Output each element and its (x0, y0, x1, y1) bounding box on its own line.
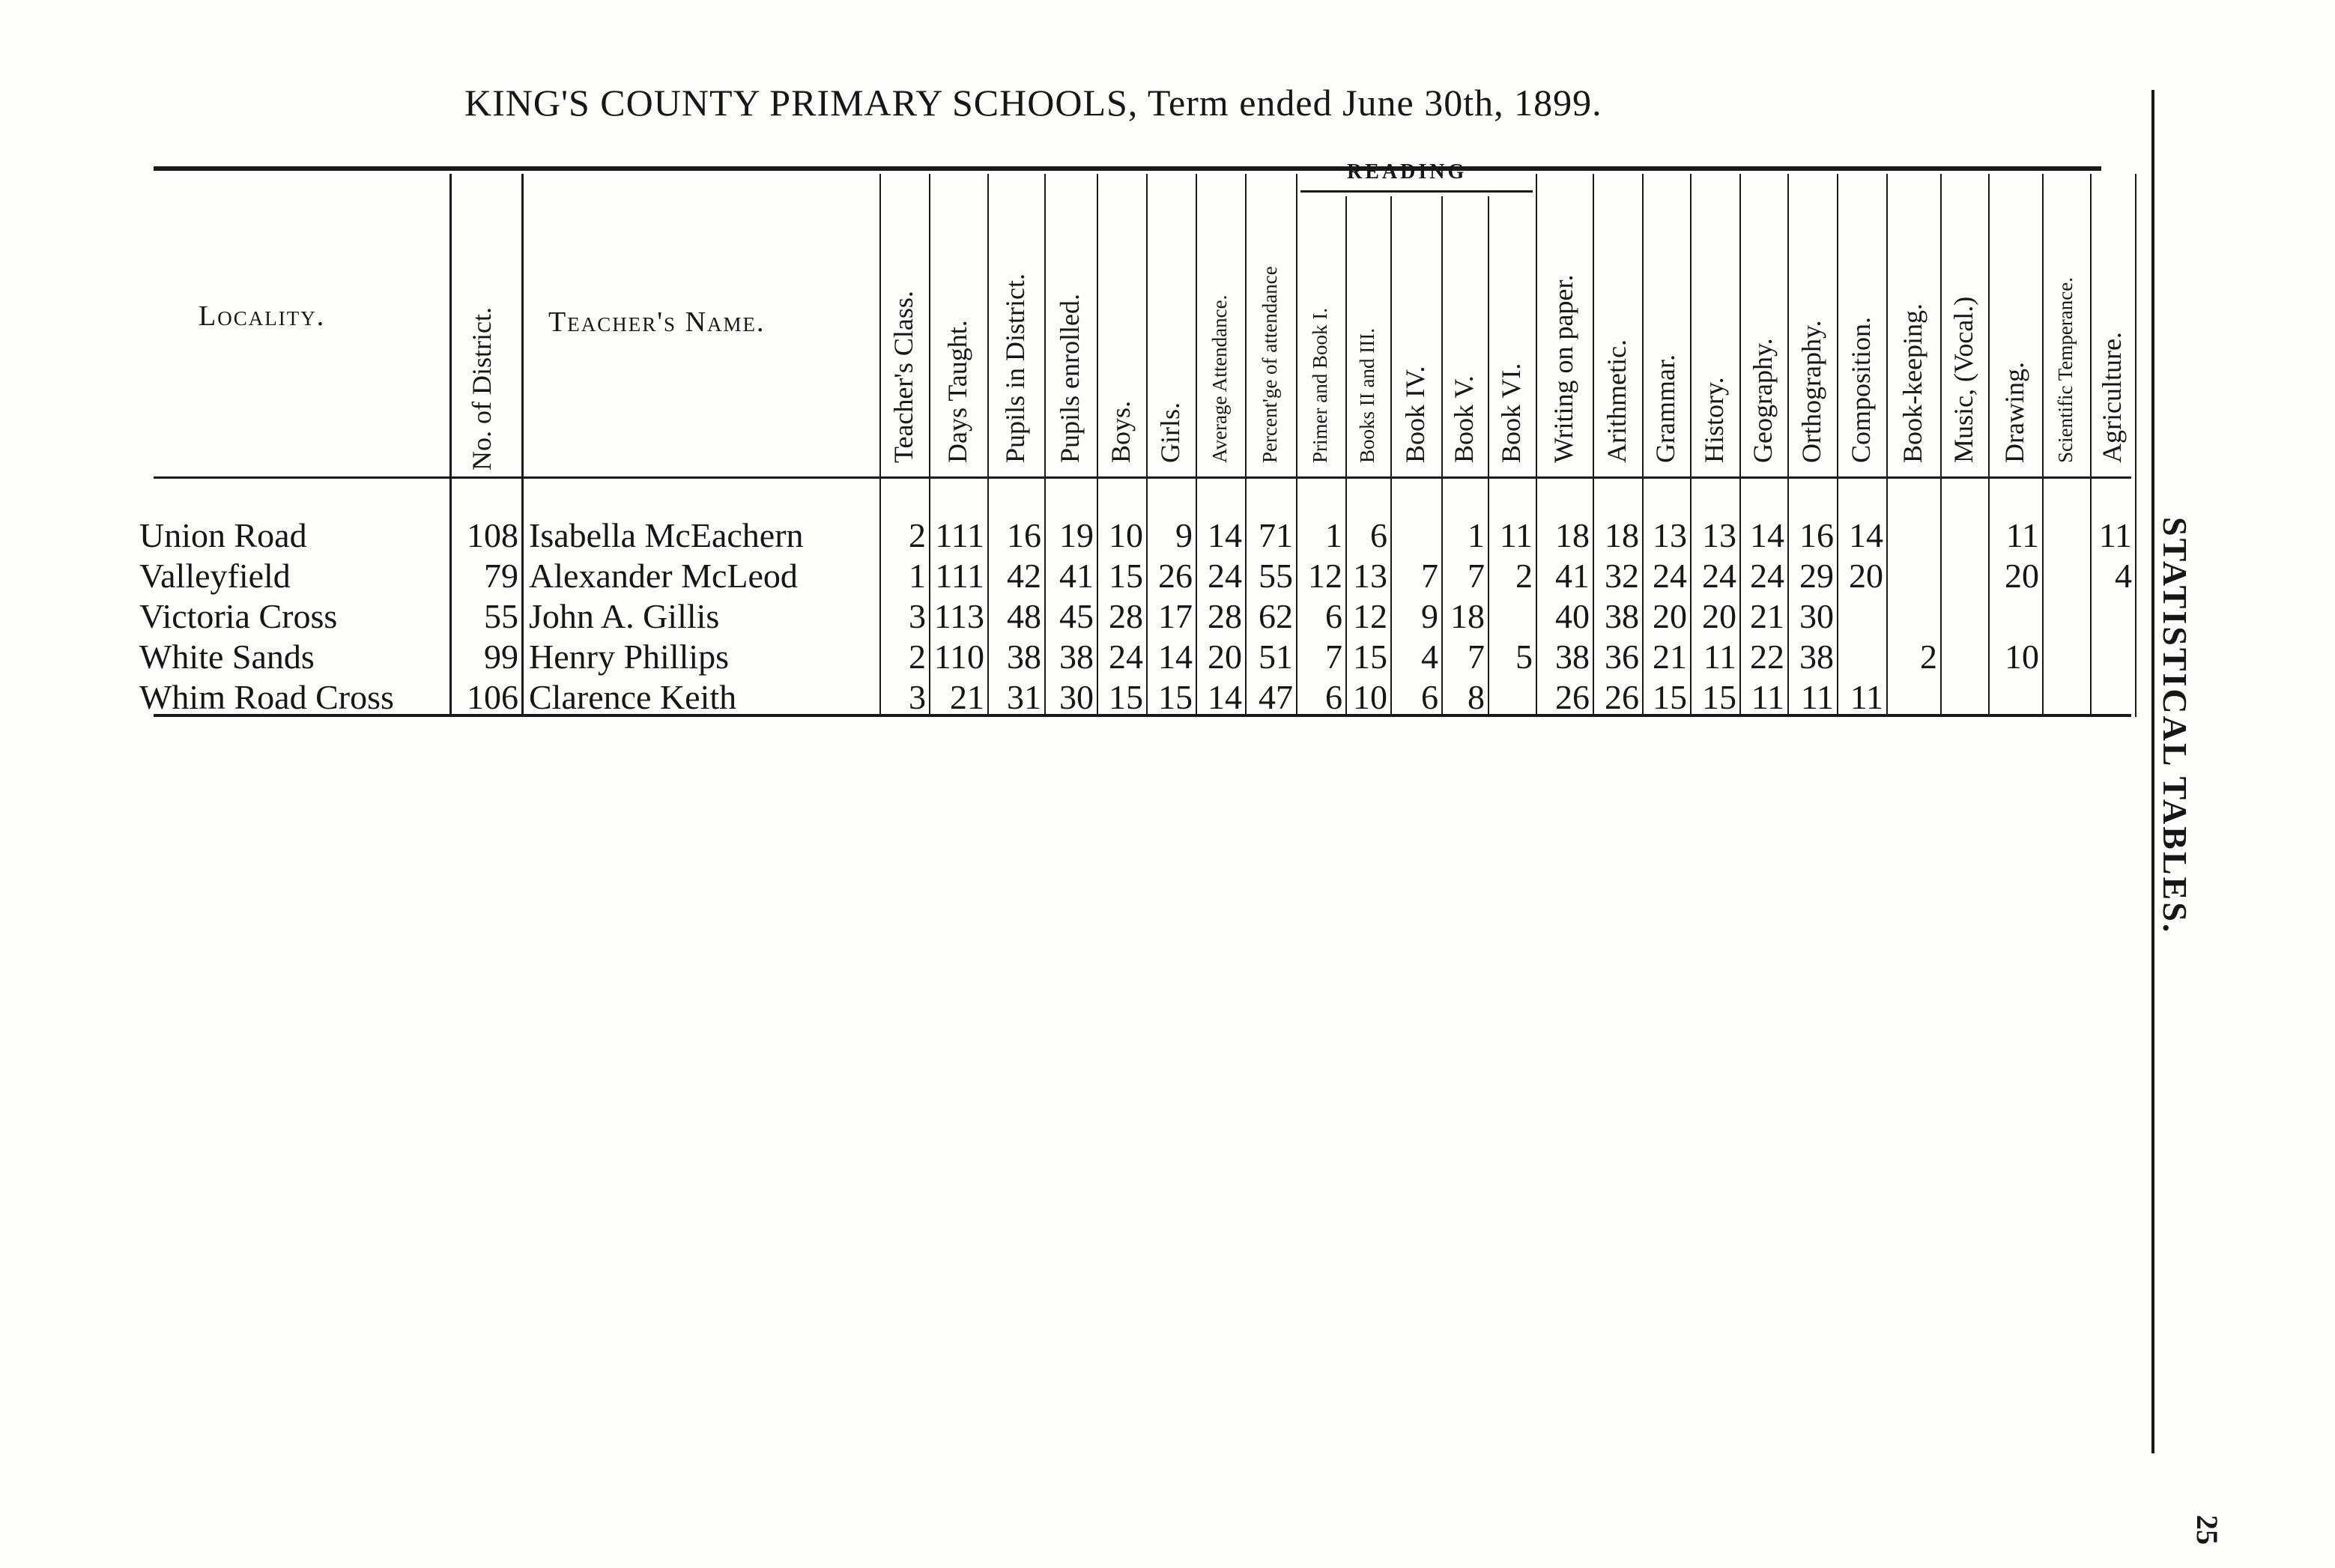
header-boys: Boys. (1106, 400, 1136, 463)
header-girls: Girls. (1155, 402, 1185, 463)
value-cell: 113 (933, 597, 984, 635)
value-cell: 32 (1605, 557, 1639, 595)
header-composition: Composition. (1846, 316, 1876, 463)
value-cell: 16 (1799, 516, 1834, 554)
header-primer-book1: Primer and Book I. (1309, 308, 1331, 463)
value-cell: 13 (1653, 516, 1687, 554)
value-cell: 4 (2115, 557, 2132, 595)
header-music: Music, (Vocal.) (1948, 296, 1978, 463)
value-cell: 26 (1555, 678, 1590, 716)
value-cell: 38 (1799, 638, 1834, 676)
header-geography: Geography. (1748, 338, 1778, 463)
column-rule (1940, 174, 1942, 717)
value-cell: 7 (1421, 557, 1438, 595)
value-cell: 14 (1208, 516, 1242, 554)
header-bookkeeping: Book-keeping. (1898, 303, 1927, 463)
header-pupils-district: Pupils in District. (1000, 273, 1030, 463)
column-rule (1886, 174, 1888, 717)
value-cell: 28 (1208, 597, 1242, 635)
value-cell: 11 (2098, 516, 2132, 554)
value-cell: 24 (1750, 557, 1784, 595)
value-cell: 30 (1059, 678, 1094, 716)
value-cell: 8 (1468, 678, 1485, 716)
column-rule (1837, 174, 1838, 717)
header-book6: Book VI. (1496, 363, 1526, 463)
value-cell: 38 (1059, 638, 1094, 676)
value-cell: 62 (1259, 597, 1293, 635)
value-cell: 18 (1555, 516, 1590, 554)
value-cell: 14 (1849, 516, 1883, 554)
value-cell: 47 (1259, 678, 1293, 716)
value-cell: 20 (1849, 557, 1883, 595)
value-cell: 13 (1353, 557, 1387, 595)
district-cell: 108 (467, 516, 518, 554)
value-cell: 14 (1158, 638, 1193, 676)
value-cell: 6 (1421, 678, 1438, 716)
value-cell: 21 (1750, 597, 1784, 635)
value-cell: 20 (1653, 597, 1687, 635)
value-cell: 1 (1325, 516, 1342, 554)
value-cell: 111 (935, 557, 984, 595)
value-cell: 2 (1920, 638, 1937, 676)
value-cell: 20 (1208, 638, 1242, 676)
district-cell: 79 (484, 557, 518, 595)
value-cell: 15 (1109, 557, 1143, 595)
page-right-border (2151, 90, 2154, 1453)
header-history: History. (1699, 377, 1729, 463)
column-rule (2135, 174, 2136, 717)
district-cell: 99 (484, 638, 518, 676)
header-orthography: Orthography. (1796, 320, 1826, 463)
locality-cell: Victoria Cross (139, 597, 338, 635)
value-cell: 71 (1259, 516, 1293, 554)
value-cell: 26 (1605, 678, 1639, 716)
value-cell: 20 (1702, 597, 1736, 635)
value-cell: 11 (1703, 638, 1736, 676)
page-number: 25 (2190, 1515, 2224, 1545)
locality-cell: Valleyfield (139, 557, 291, 595)
value-cell: 9 (1175, 516, 1193, 554)
header-book5: Book V. (1449, 375, 1479, 463)
value-cell: 11 (1499, 516, 1533, 554)
value-cell: 9 (1421, 597, 1438, 635)
value-cell: 5 (1515, 638, 1533, 676)
value-cell: 10 (1353, 678, 1387, 716)
header-temperance: Scientific Temperance. (2054, 277, 2077, 463)
value-cell: 30 (1799, 597, 1834, 635)
value-cell: 1 (909, 557, 926, 595)
value-cell: 24 (1208, 557, 1242, 595)
value-cell: 21 (1653, 638, 1687, 676)
teacher-name-cell: Alexander McLeod (529, 557, 798, 595)
value-cell: 42 (1007, 557, 1041, 595)
value-cell: 40 (1555, 597, 1590, 635)
value-cell: 14 (1750, 516, 1784, 554)
teacher-name-cell: Isabella McEachern (529, 516, 804, 554)
reading-group-header: READING (1347, 160, 1468, 184)
value-cell: 26 (1158, 557, 1193, 595)
value-cell: 11 (1800, 678, 1834, 716)
value-cell: 11 (1850, 678, 1883, 716)
district-cell: 55 (484, 597, 518, 635)
value-cell: 3 (909, 597, 926, 635)
value-cell: 11 (2005, 516, 2039, 554)
value-cell: 17 (1158, 597, 1193, 635)
teacher-name-cell: John A. Gillis (529, 597, 720, 635)
value-cell: 15 (1158, 678, 1193, 716)
value-cell: 12 (1353, 597, 1387, 635)
value-cell: 38 (1555, 638, 1590, 676)
value-cell: 7 (1325, 638, 1342, 676)
district-right-rule (521, 174, 524, 717)
header-avg-attendance: Average Attendance. (1208, 294, 1231, 463)
header-drawing: Drawing. (1999, 362, 2029, 463)
header-agriculture: Agriculture. (2097, 332, 2127, 463)
locality-cell: Union Road (139, 516, 307, 554)
value-cell: 45 (1059, 597, 1094, 635)
header-books-2-3: Books II and III. (1356, 328, 1378, 463)
header-writing: Writing on paper. (1548, 274, 1578, 463)
locality-cell: White Sands (139, 638, 315, 676)
value-cell: 14 (1208, 678, 1242, 716)
value-cell: 24 (1653, 557, 1687, 595)
value-cell: 48 (1007, 597, 1041, 635)
column-rule (1988, 174, 1990, 717)
value-cell: 6 (1325, 597, 1342, 635)
reading-group-rule (1300, 190, 1533, 193)
value-cell: 13 (1702, 516, 1736, 554)
value-cell: 2 (909, 638, 926, 676)
value-cell: 3 (909, 678, 926, 716)
value-cell: 18 (1605, 516, 1639, 554)
value-cell: 15 (1702, 678, 1736, 716)
header-teacher-name: Teacher's Name. (548, 306, 766, 338)
value-cell: 6 (1370, 516, 1387, 554)
page-title: KING'S COUNTY PRIMARY SCHOOLS, Term ended June 30th, 1899. (464, 82, 1602, 124)
district-cell: 106 (467, 678, 518, 716)
value-cell: 22 (1750, 638, 1784, 676)
column-rule (2042, 174, 2044, 717)
value-cell: 51 (1259, 638, 1293, 676)
value-cell: 38 (1605, 597, 1639, 635)
value-cell: 18 (1450, 597, 1485, 635)
header-days-taught: Days Taught. (942, 320, 972, 463)
value-cell: 10 (2005, 638, 2039, 676)
header-locality: Locality. (199, 300, 326, 332)
header-grammar: Grammar. (1650, 354, 1680, 463)
header-district: No. of District. (467, 307, 497, 470)
header-pupils-enrolled: Pupils enrolled. (1055, 294, 1085, 463)
value-cell: 41 (1555, 557, 1590, 595)
value-cell: 12 (1308, 557, 1342, 595)
value-cell: 4 (1421, 638, 1438, 676)
value-cell: 15 (1353, 638, 1387, 676)
header-book4: Book IV. (1400, 366, 1430, 463)
teacher-name-cell: Clarence Keith (529, 678, 737, 716)
value-cell: 7 (1468, 638, 1485, 676)
header-arithmetic: Arithmetic. (1602, 339, 1632, 463)
column-rule (2090, 174, 2092, 717)
value-cell: 28 (1109, 597, 1143, 635)
value-cell: 7 (1468, 557, 1485, 595)
value-cell: 29 (1799, 557, 1834, 595)
value-cell: 2 (909, 516, 926, 554)
value-cell: 1 (1468, 516, 1485, 554)
value-cell: 15 (1653, 678, 1687, 716)
value-cell: 11 (1751, 678, 1784, 716)
header-pct-attendance: Percent'ge of attendance (1259, 266, 1281, 463)
value-cell: 16 (1007, 516, 1041, 554)
value-cell: 55 (1259, 557, 1293, 595)
value-cell: 15 (1109, 678, 1143, 716)
header-teacher-class: Teacher's Class. (888, 291, 918, 463)
locality-cell: Whim Road Cross (139, 678, 394, 716)
value-cell: 20 (2005, 557, 2039, 595)
value-cell: 31 (1007, 678, 1041, 716)
value-cell: 19 (1059, 516, 1094, 554)
value-cell: 38 (1007, 638, 1041, 676)
value-cell: 24 (1109, 638, 1143, 676)
teacher-name-cell: Henry Phillips (529, 638, 730, 676)
value-cell: 21 (950, 678, 984, 716)
value-cell: 111 (935, 516, 984, 554)
value-cell: 36 (1605, 638, 1639, 676)
district-left-rule (449, 174, 452, 717)
value-cell: 24 (1702, 557, 1736, 595)
table-top-rule (154, 166, 2101, 171)
value-cell: 10 (1109, 516, 1143, 554)
value-cell: 110 (933, 638, 984, 676)
value-cell: 41 (1059, 557, 1094, 595)
value-cell: 6 (1325, 678, 1342, 716)
value-cell: 2 (1515, 557, 1533, 595)
side-label: STATISTICAL TABLES. (2156, 517, 2194, 935)
